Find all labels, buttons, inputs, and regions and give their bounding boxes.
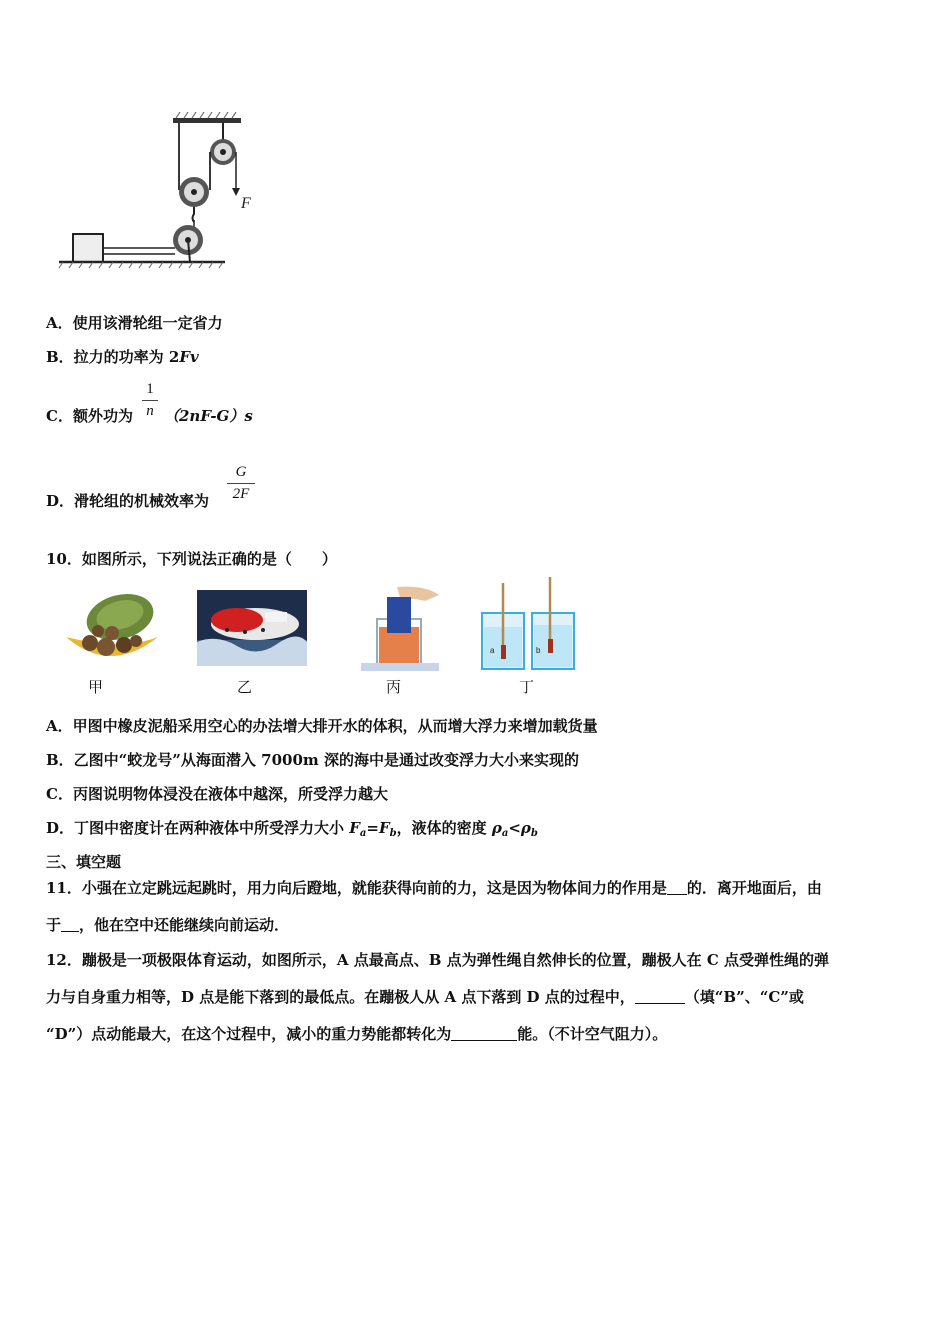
caption-jia: 甲 [88, 678, 104, 696]
q9-option-c-fraction [142, 381, 158, 420]
section-title: 三、填空题 [46, 853, 122, 871]
q9-option-c-text: C．额外功为 [46, 407, 133, 425]
q10-option-b: B．乙图中“蛟龙号”从海面潜入 7000m 深的海中是通过改变浮力大小来实现的 [46, 751, 580, 769]
force-b-sub: b [389, 828, 397, 839]
q9-option-d [46, 490, 209, 511]
q10-stem: 10．如图所示，下列说法正确的是（ ） [46, 550, 337, 568]
q11-text-2: 的．离开地面后，由 [686, 879, 822, 897]
hydrometer-beakers-image [478, 577, 580, 673]
q12-text-3: “D”）点动能最大，在这个过程中，减小的重力势能都转化为 [46, 1025, 452, 1043]
q12-text-4: 能。（不计空气阻力）。 [517, 1025, 668, 1043]
q9-option-b-text: B．拉力的功率为 2 [46, 348, 180, 366]
q10-option-d-text: D．丁图中密度计在两种液体中所受浮力大小 [46, 819, 350, 837]
q11-text-3: 于 [46, 916, 62, 934]
force-a: F [349, 819, 360, 837]
equals-sign: = [366, 819, 379, 837]
answer-blank[interactable] [635, 989, 685, 1004]
q11-line2 [46, 914, 289, 935]
object-in-liquid-image [355, 583, 445, 673]
fraction-denominator: 2F [232, 486, 250, 502]
density-b: ρ [520, 819, 531, 837]
q11-line1 [46, 877, 822, 898]
fraction-denominator: n [146, 403, 154, 419]
answer-blank[interactable] [667, 880, 687, 895]
q12-text-1: 力与自身重力相等，D 点是能下落到的最低点。在蹦极人从 A 点下落到 D 点的过程中， [46, 988, 635, 1006]
pulley-system-figure [55, 112, 265, 274]
q12-line2 [46, 986, 804, 1007]
density-a-sub: a [501, 828, 509, 839]
beaker-label-a: a [490, 646, 495, 655]
fraction-numerator: G [235, 464, 247, 480]
q12-text-2: （填“B”、“C”或 [684, 988, 804, 1006]
q9-option-a: A．使用该滑轮组一定省力 [46, 314, 223, 332]
force-label: F [241, 195, 251, 212]
q9-option-b [46, 346, 199, 367]
q9-option-d-text: D．滑轮组的机械效率为 [46, 492, 210, 510]
force-b: F [378, 819, 390, 837]
q11-text-4: ，他在空中还能继续向前运动． [79, 916, 290, 934]
q10-option-a: A．甲图中橡皮泥船采用空心的办法增大排开水的体积，从而增大浮力来增加载货量 [46, 717, 598, 735]
clay-boat-image [62, 585, 160, 665]
q12-line1: 12．蹦极是一项极限体育运动，如图所示，A 点最高点、B 点为弹性绳自然伸长的位置，蹦极人在 C 点受弹性绳的弹 [46, 951, 830, 969]
fraction-numerator: 1 [146, 381, 154, 397]
q12-line3 [46, 1023, 667, 1044]
q10-option-c: C．丙图说明物体浸没在液体中越深，所受浮力越大 [46, 785, 388, 803]
caption-ding: 丁 [519, 678, 535, 696]
answer-blank[interactable] [451, 1026, 517, 1041]
q10-option-d-mid: ，液体的密度 [396, 819, 492, 837]
q9-option-c-expr: （2nF-G）s [164, 407, 253, 425]
caption-bing: 丙 [386, 678, 402, 696]
caption-yi: 乙 [237, 678, 253, 696]
submersible-image [197, 590, 307, 666]
density-b-sub: b [530, 828, 538, 839]
q9-option-b-var: Fv [179, 348, 199, 366]
answer-blank[interactable] [61, 917, 79, 932]
q9-option-d-fraction [227, 464, 255, 503]
less-than-sign: < [508, 819, 521, 837]
q10-option-d [46, 817, 538, 839]
force-a-sub: a [359, 828, 367, 839]
q11-text-1: 11．小强在立定跳远起跳时，用力向后蹬地，就能获得向前的力，这是因为物体间力的作用是 [46, 879, 667, 897]
density-a: ρ [491, 819, 502, 837]
beaker-label-b: b [536, 646, 541, 655]
q9-option-c [46, 405, 133, 426]
